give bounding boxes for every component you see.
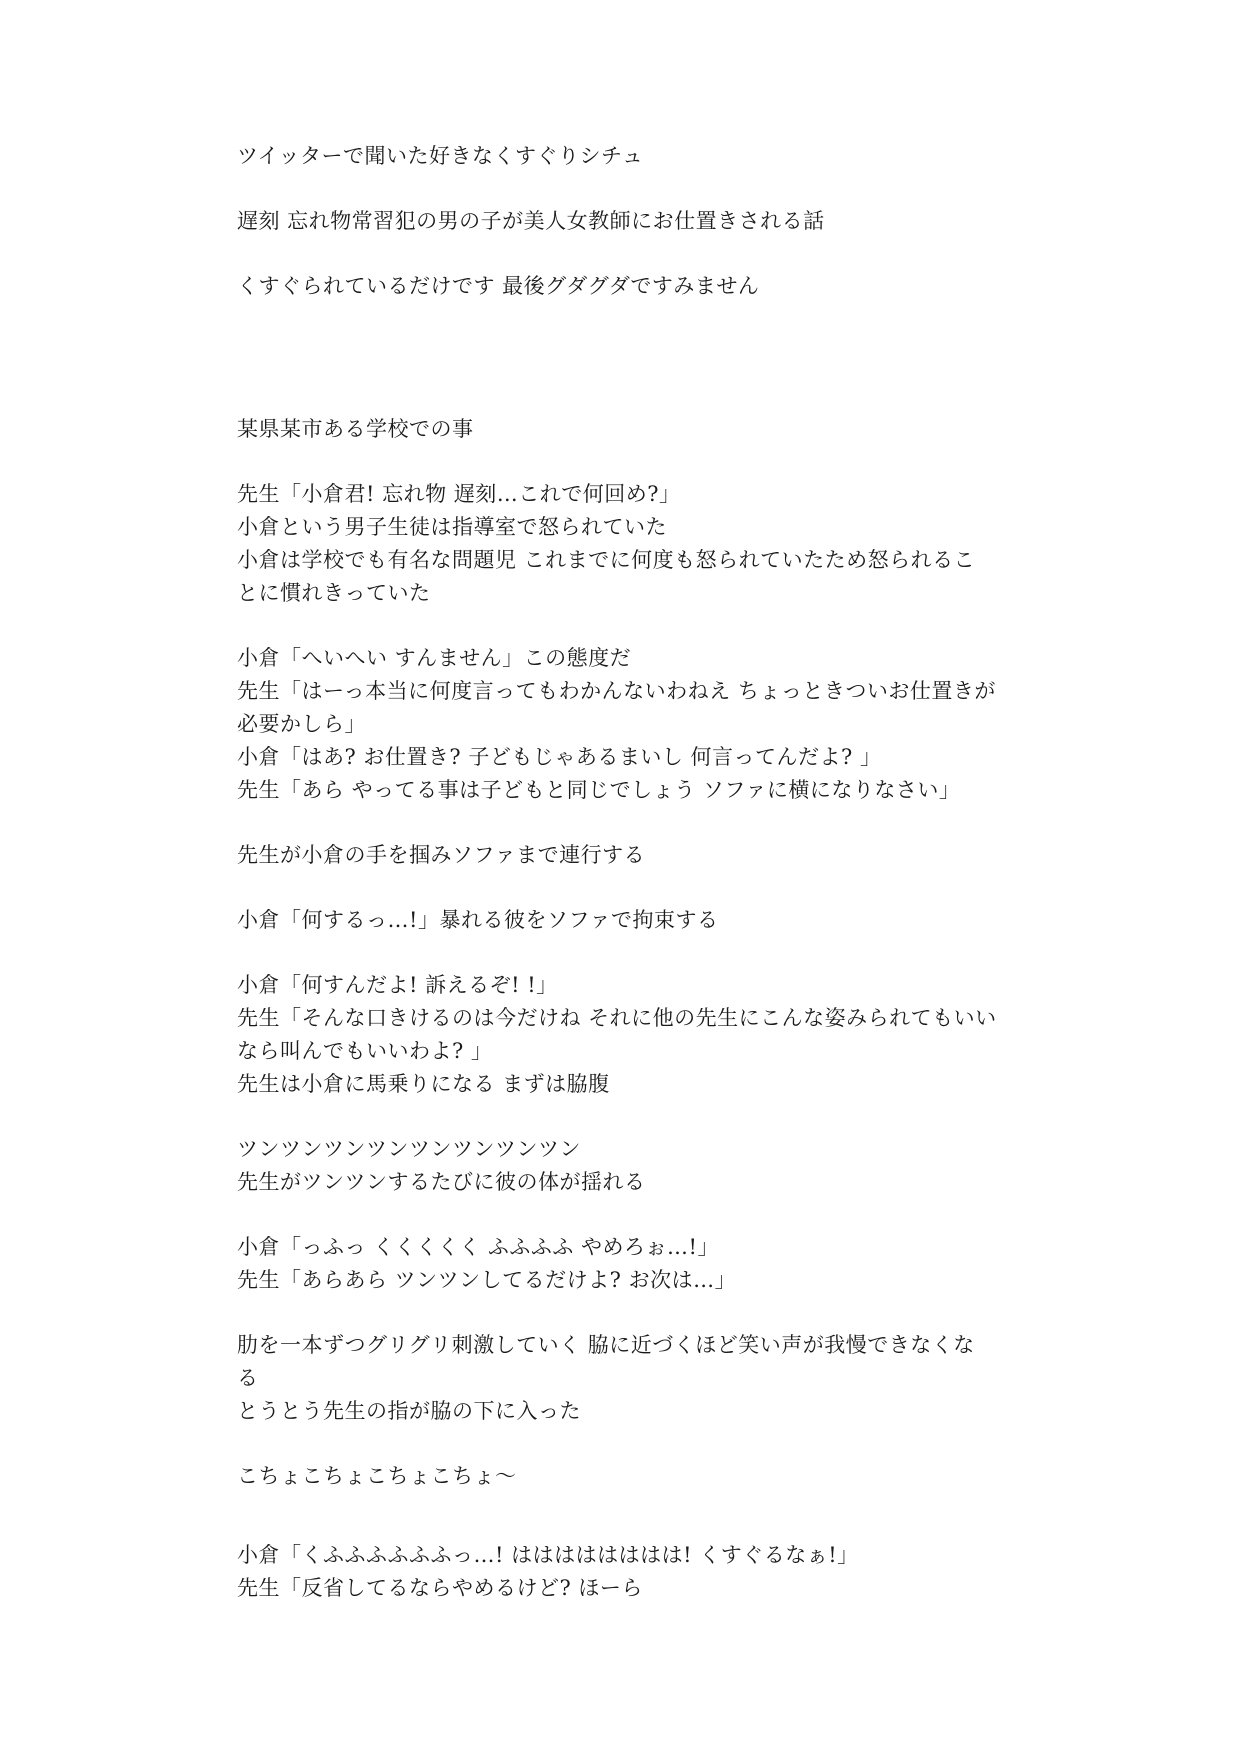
text-line: 先生「あら やってる事は子どもと同じでしょう ソファに横になりなさい」 <box>237 778 961 802</box>
text-line: 先生がツンツンするたびに彼の体が揺れる <box>237 1170 646 1194</box>
text-line: ツンツンツンツンツンツンツンツン <box>237 1137 581 1161</box>
text-line: 先生「そんな口きけるのは今だけね それに他の先生にこんな姿みられてもいい <box>237 1006 997 1030</box>
text-line: 小倉という男子生徒は指導室で怒られていた <box>237 515 667 539</box>
text-line: 小倉「っふっ くくくくく ふふふふ やめろぉ…!」 <box>237 1235 719 1259</box>
text-line: 先生「あらあら ツンツンしてるだけよ? お次は…」 <box>237 1268 737 1292</box>
text-line: 小倉「はあ? お仕置き? 子どもじゃあるまいし 何言ってんだよ? 」 <box>237 745 882 769</box>
text-line: 先生「はーっ本当に何度言ってもわかんないわねえ ちょっときついお仕置きが <box>237 679 996 703</box>
text-line: 小倉「何すんだよ! 訴えるぞ! !」 <box>237 973 558 997</box>
text-line: なら叫んでもいいわよ? 」 <box>237 1039 493 1063</box>
text-line: 小倉「へいへい すんません」この態度だ <box>237 646 632 670</box>
text-line: 先生が小倉の手を掴みソファまで連行する <box>237 843 646 867</box>
text-line: こちょこちょこちょこちょ〜 <box>237 1464 517 1488</box>
text-line: 小倉は学校でも有名な問題児 これまでに何度も怒られていたため怒られるこ <box>237 548 976 572</box>
text-line: 必要かしら」 <box>237 712 366 736</box>
text-line: ツイッターで聞いた好きなくすぐりシチュ <box>237 144 644 168</box>
text-line: 小倉「くふふふふふふっ…! はははははははは! くすぐるなぁ!」 <box>237 1543 859 1567</box>
text-line: 遅刻 忘れ物常習犯の男の子が美人女教師にお仕置きされる話 <box>237 209 825 233</box>
text-line: 先生は小倉に馬乗りになる まずは脇腹 <box>237 1072 610 1096</box>
text-line: 肋を一本ずつグリグリ刺激していく 脇に近づくほど笑い声が我慢できなくな <box>237 1333 975 1357</box>
text-line: る <box>237 1366 259 1390</box>
text-line: とに慣れきっていた <box>237 581 431 605</box>
text-line: くすぐられているだけです 最後グダグダですみません <box>237 274 760 298</box>
text-line: 小倉「何するっ…!」暴れる彼をソファで拘束する <box>237 908 719 932</box>
text-line: とうとう先生の指が脇の下に入った <box>237 1399 581 1423</box>
text-line: 先生「反省してるならやめるけど? ほーら <box>237 1576 643 1600</box>
text-line: 先生「小倉君! 忘れ物 遅刻…これで何回め?」 <box>237 482 681 506</box>
text-line: 某県某市ある学校での事 <box>237 417 474 441</box>
